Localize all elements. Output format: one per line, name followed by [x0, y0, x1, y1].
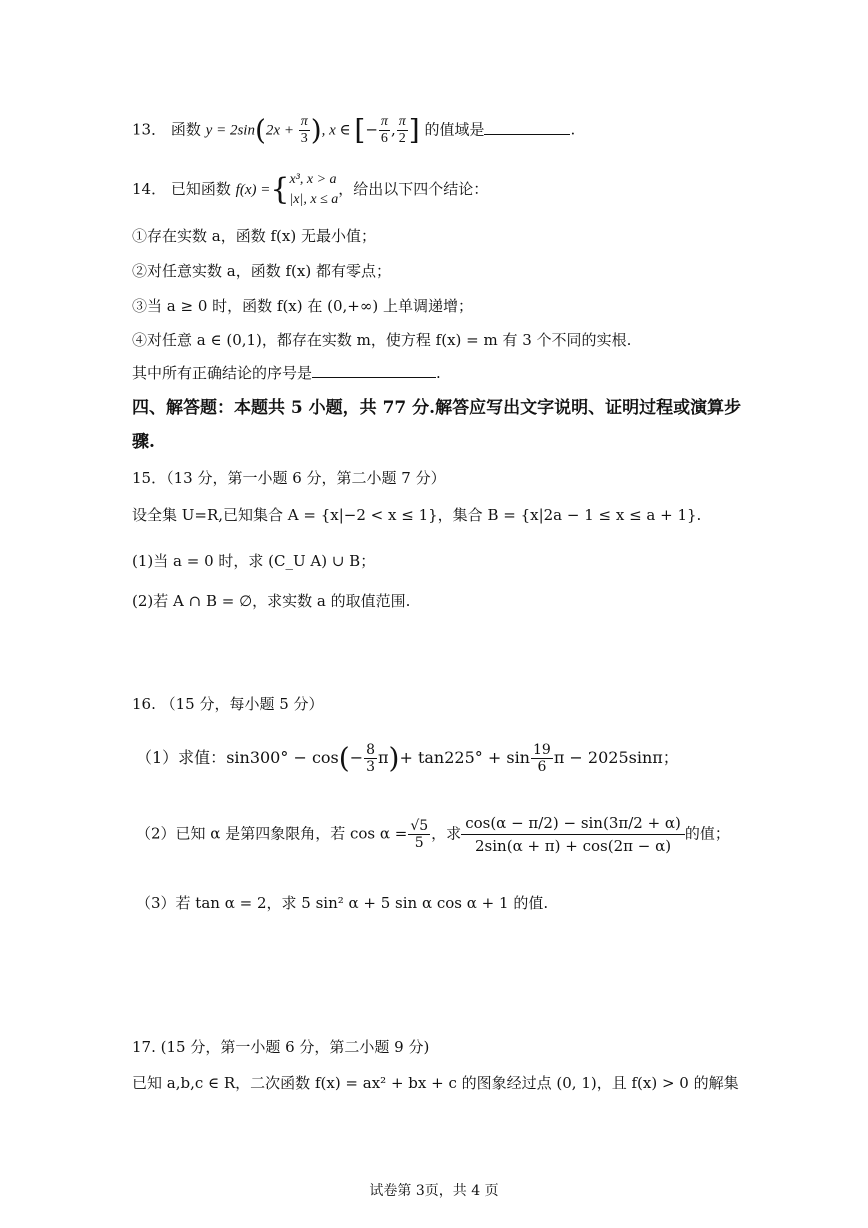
q13-frac-pi3: $\frac{\pi}{3}$	[300, 114, 308, 146]
q14-ask: 其中所有正确结论的序号是 .	[132, 364, 441, 382]
q14-conclusion-3: ③当 a ≥ 0 时，函数 f(x) 在 (0,+∞) 上单调递增；	[132, 297, 473, 315]
q15-part1: (1)当 a = 0 时，求 (C_U A) ∪ B；	[132, 552, 376, 570]
q13-lparen: (	[254, 113, 266, 147]
q14-cases	[289, 170, 338, 210]
q13-expr-arg: 2x +	[265, 122, 298, 139]
q13-expr-lhs: y = 2sin	[205, 122, 255, 139]
q13-domain: , x ∈	[321, 122, 355, 139]
q13-neg: −	[365, 120, 378, 139]
q13-line: 13． 函数 y = 2sin(2x + $\frac{\pi}{3}$ ), x ∈ [− $\frac{\pi}{6}$ , $\frac{\pi}{2}$ ] 的值域是 .	[132, 113, 576, 147]
q14-case2: |x|, x ≤ a	[289, 192, 339, 207]
q16-p1-c: π − 2025sinπ；	[553, 748, 679, 767]
q15-header: 15．（13 分，第一小题 6 分，第二小题 7 分）	[132, 469, 446, 487]
q14-conclusion-2: ②对任意实数 a，函数 f(x) 都有零点；	[132, 262, 391, 280]
q14-ask-text: 其中所有正确结论的序号是	[132, 364, 313, 382]
q13-text-after: 的值域是	[424, 120, 485, 139]
q16-p2-cos-frac: $\frac{√5}{5}$	[410, 818, 429, 851]
q16-p1-label: （1）求值：	[136, 748, 227, 767]
page-footer: 试卷第 3页，共 4 页	[369, 1183, 499, 1199]
q16-p1-a: sin300° − cos	[226, 748, 339, 767]
q13-text-before: 函数	[170, 120, 201, 139]
q17-header: 17. (15 分，第一小题 6 分，第二小题 9 分)	[132, 1038, 430, 1056]
q16-p1-frac2: $\frac{19}{6}$	[532, 742, 551, 775]
q15-part2: (2)若 A ∩ B = ∅，求实数 a 的取值范围.	[132, 592, 411, 610]
q16-header: 16. （15 分，每小题 5 分）	[132, 695, 324, 713]
q14-answer-blank[interactable]	[312, 363, 436, 378]
q13-answer-blank[interactable]	[484, 120, 570, 135]
q13-frac-pi6: $\frac{\pi}{6}$	[380, 114, 388, 146]
q16-p2-end: 的值；	[684, 824, 730, 843]
q13-number: 13．	[132, 120, 167, 139]
q14-case1: x³, x > a	[289, 172, 337, 187]
q14-fx: f(x) =	[235, 182, 271, 198]
q13-rparen: )	[310, 113, 322, 147]
q16-part3: （3）若 tan α = 2，求 5 sin² α + 5 sin α cos α + 1 的值.	[136, 894, 549, 912]
q16-p1-b: + tan225° + sin	[399, 748, 530, 767]
q14-conclusion-1: ①存在实数 a，函数 f(x) 无最小值；	[132, 227, 376, 245]
q14-line: 14． 已知函数 f(x) ={ x³, x > a |x|, x ≤ a ，给出以下四个结论：	[132, 170, 488, 210]
q16-part1: （1）求值：sin300° − cos(− $\frac{8}{3}$ π)+ tan225° + sin $\frac{19}{6}$ π − 2025sinπ；	[136, 741, 679, 775]
section4-heading-line1: 四、解答题：本题共 5 小题，共 77 分.解答应写出文字说明、证明过程或演算步	[132, 398, 742, 418]
q16-part2	[136, 812, 730, 857]
q16-p2-label: （2）已知 α 是第四象限角，若 cos α =	[136, 824, 408, 843]
q14-text-after: ，给出以下四个结论：	[338, 180, 489, 198]
section4-heading-line2: 骤.	[132, 432, 155, 452]
q17-text: 已知 a,b,c ∈ R，二次函数 f(x) = ax² + bx + c 的图象经过点 (0, 1)，且 f(x) > 0 的解集	[132, 1074, 739, 1092]
q16-p2-expression: $\frac{\cos(\alpha - \pi/2) - \sin(3\pi/2 + \alpha)}{2\sin(\alpha + \pi) + \cos(2\pi - \alpha)}$	[461, 812, 685, 857]
q13-frac-pi2: $\frac{\pi}{2}$	[398, 114, 406, 146]
q14-text-before: 已知函数	[170, 180, 231, 198]
q15-given: 设全集 U=R,已知集合 A = {x|−2 < x ≤ 1}，集合 B = {x|2a − 1 ≤ x ≤ a + 1}.	[132, 506, 702, 524]
q16-p1-frac1: $\frac{8}{3}$	[366, 742, 376, 775]
q16-p2-mid: ，求	[431, 824, 462, 843]
q14-conclusion-4: ④对任意 a ∈ (0,1)，都存在实数 m，使方程 f(x) = m 有 3 个不同的实根.	[132, 331, 632, 349]
q14-number: 14．	[132, 180, 167, 198]
